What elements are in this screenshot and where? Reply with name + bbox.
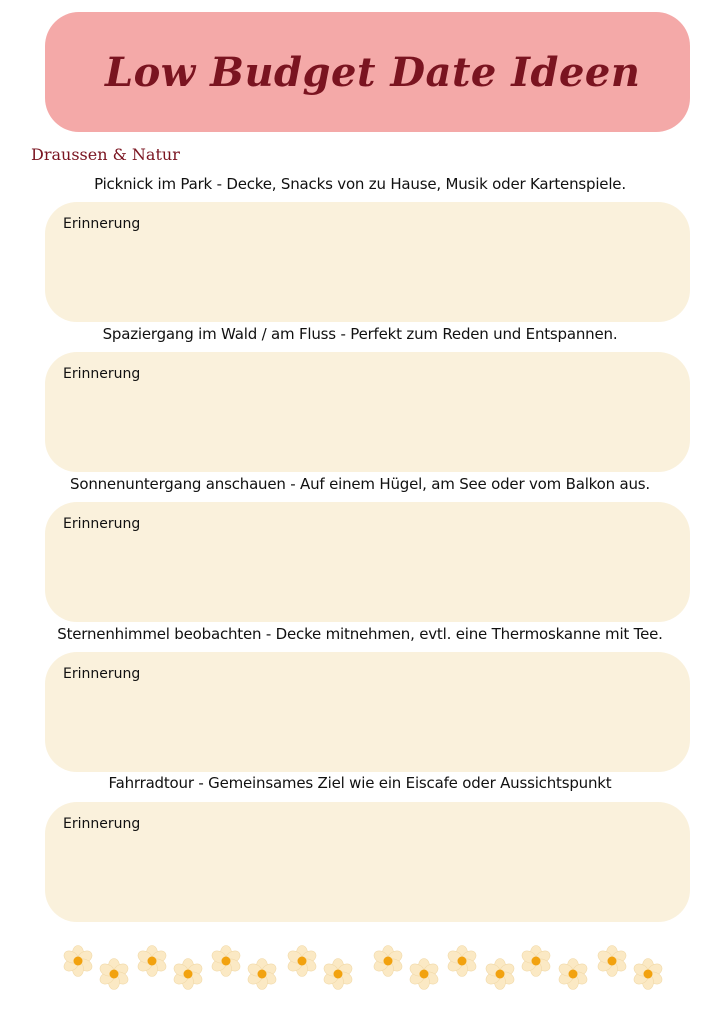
daisy-icon xyxy=(596,945,628,977)
idea-stars: Sternenhimmel beobachten - Decke mitnehmen, evtl. eine Thermoskanne mit Tee. xyxy=(57,625,663,643)
daisy-icon xyxy=(98,958,130,990)
section-heading: Draussen & Natur xyxy=(31,145,180,164)
daisy-icon xyxy=(210,945,242,977)
daisy-icon xyxy=(136,945,168,977)
flower-decoration-row xyxy=(0,940,720,1000)
memory-label: Erinnerung xyxy=(63,666,141,682)
idea-sunset: Sonnenuntergang anschauen - Auf einem Hügel, am See oder vom Balkon aus. xyxy=(70,475,650,493)
memory-box-bike[interactable] xyxy=(45,802,690,922)
daisy-icon xyxy=(520,945,552,977)
idea-bike: Fahrradtour - Gemeinsames Ziel wie ein Eiscafe oder Aussichtspunkt xyxy=(108,774,612,792)
daisy-icon xyxy=(322,958,354,990)
daisy-icon xyxy=(286,945,318,977)
daisy-icon xyxy=(246,958,278,990)
daisy-icon xyxy=(62,945,94,977)
idea-picnic: Picknick im Park - Decke, Snacks von zu Hause, Musik oder Kartenspiele. xyxy=(94,175,626,193)
daisy-icon xyxy=(484,958,516,990)
memory-box-stars[interactable] xyxy=(45,652,690,772)
memory-label: Erinnerung xyxy=(63,216,141,232)
daisy-icon xyxy=(172,958,204,990)
daisy-icon xyxy=(446,945,478,977)
daisy-icon xyxy=(408,958,440,990)
idea-walk: Spaziergang im Wald / am Fluss - Perfekt zum Reden und Entspannen. xyxy=(102,325,618,343)
memory-label: Erinnerung xyxy=(63,516,141,532)
memory-box-sunset[interactable] xyxy=(45,502,690,622)
memory-box-walk[interactable] xyxy=(45,352,690,472)
memory-box-picnic[interactable] xyxy=(45,202,690,322)
memory-label: Erinnerung xyxy=(63,816,141,832)
header-banner xyxy=(45,12,690,132)
daisy-icon xyxy=(372,945,404,977)
page-title: Low Budget Date Ideen xyxy=(105,48,641,96)
daisy-icon xyxy=(557,958,589,990)
daisy-icon xyxy=(632,958,664,990)
memory-label: Erinnerung xyxy=(63,366,141,382)
